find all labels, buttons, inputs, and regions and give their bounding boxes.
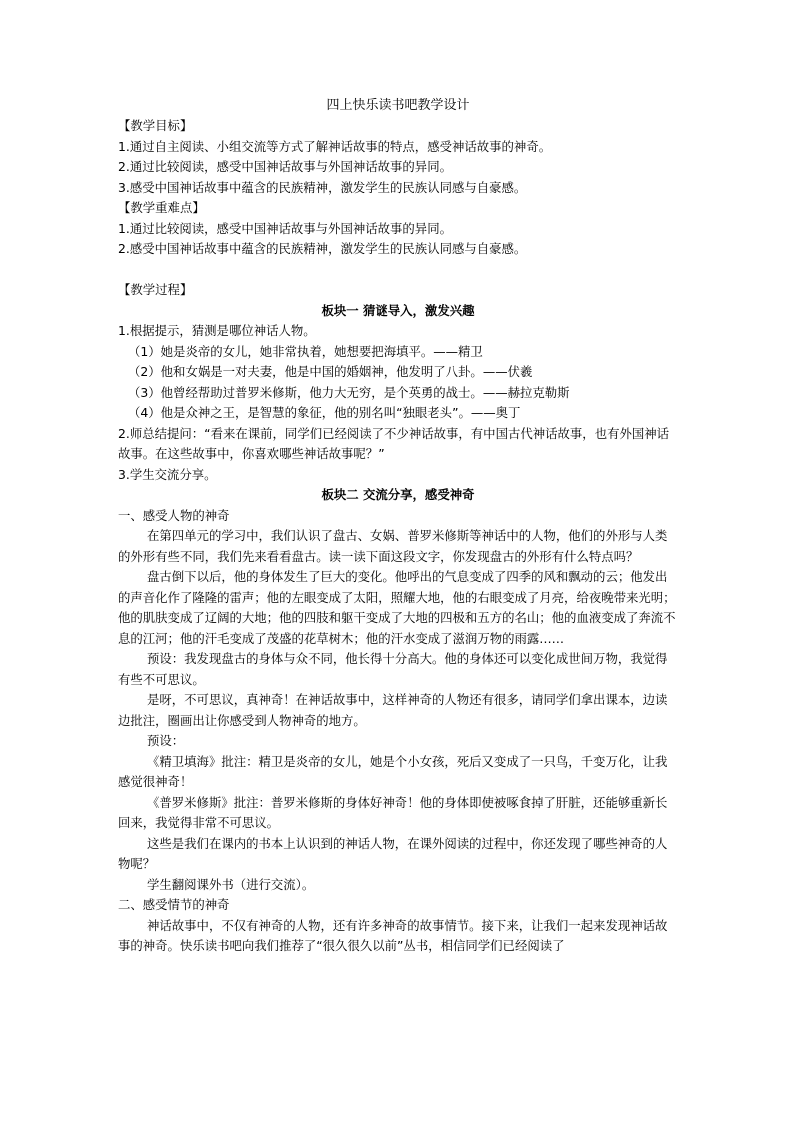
section2-paragraph: 神话故事中，不仅有神奇的人物，还有许多神奇的故事情节。接下来，让我们一起来发现神话故事的神奇。快乐读书吧向我们推荐了“很久很久以前”丛书，相信同学们已经阅读了 [118,917,668,953]
document-title: 四上快乐读书吧教学设计 [326,98,470,113]
section1-heading: 一、感受人物的神奇 [118,507,230,523]
pangu-passage: 盘古倒下以后，他的身体发生了巨大的变化。他呼出的气息变成了四季的风和飘动的云；他发出的声音化作了隆隆的雷声；他的左眼变成了太阳，照耀大地，他的右眼变成了月亮，给夜晚带来光明；他的肌肤变成了辽阔的大地；他的四肢和躯干变成了大地的四极和五方的名山；他的血液变成了奔流不息的江河；他的汗毛变成了茂盛的花草树木；他的汗水变成了滋润万物的雨露…… [118,569,676,646]
key-point-item: 2.感受中国神话故事中蕴含的民族精神，激发学生的民族认同感与自豪感。 [118,241,527,256]
clue-item: （3）他曾经帮助过普罗米修斯，他力大无穷，是个英勇的战士。——赫拉克勒斯 [128,384,570,400]
block1-step3: 3.学生交流分享。 [118,466,217,482]
objectives-heading: 【教学目标】 [118,118,193,133]
clue-item: （4）他是众神之王，是智慧的象征，他的别名叫“独眼老头”。——奥丁 [128,405,521,420]
section1-paragraph: 学生翻阅课外书（进行交流）。 [147,876,315,892]
clue-item: （1）她是炎帝的女儿，她非常执着，她想要把海填平。——精卫 [128,343,483,359]
section1-paragraph: 在第四单元的学习中，我们认识了盘古、女娲、普罗米修斯等神话中的人物，他们的外形与人类的外形有些不同，我们先来看看盘古。读一读下面这段文字，你发现盘古的外形有什么特点吗？ [118,528,668,564]
block1-step1: 1.根据提示，猜测是哪位神话人物。 [118,323,316,338]
block1-step2: 2.师总结提问：“看来在课前，同学们已经阅读了不少神话故事，有中国古代神话故事，也有外国神话故事。在这些故事中，你喜欢哪些神话故事呢？” [118,425,670,461]
annotation-jingwei: 《精卫填海》批注：精卫是炎帝的女儿，她是个小女孩，死后又变成了一只鸟，千变万化，让我感觉很神奇！ [118,753,668,789]
objective-item: 1.通过自主阅读、小组交流等方式了解神话故事的特点，感受神话故事的神奇。 [118,138,552,154]
section1-paragraph: 预设：我发现盘古的身体与众不同，他长得十分高大。他的身体还可以变化成世间万物，我觉得有些不可思议。 [118,651,668,687]
section2-heading: 二、感受情节的神奇 [118,897,230,912]
key-point-item: 1.通过比较阅读，感受中国神话故事与外国神话故事的异同。 [118,220,452,236]
block2-title: 板块二 交流分享，感受神奇 [321,487,475,502]
section1-paragraph: 这些是我们在课内的书本上认识到的神话人物，在课外阅读的过程中，你还发现了哪些神奇的人物呢？ [118,835,668,871]
section1-paragraph: 是呀，不可思议，真神奇！在神话故事中，这样神奇的人物还有很多，请同学们拿出课本，边读边批注，圈画出让你感受到人物神奇的地方。 [118,692,668,728]
document-page [118,96,678,957]
clue-item: （2）他和女娲是一对夫妻，他是中国的婚姻神，他发明了八卦。——伏羲 [128,364,533,379]
section1-paragraph: 预设： [147,733,185,748]
objective-item: 3.感受中国神话故事中蕴含的民族精神，激发学生的民族认同感与自豪感。 [118,179,527,195]
objective-item: 2.通过比较阅读，感受中国神话故事与外国神话故事的异同。 [118,159,452,174]
annotation-prometheus: 《普罗米修斯》批注：普罗米修斯的身体好神奇！他的身体即使被啄食掉了肝脏，还能够重新长回来，我觉得非常不可思议。 [118,794,668,830]
key-points-heading: 【教学重难点】 [118,200,205,215]
blank-line [118,260,678,281]
process-heading: 【教学过程】 [118,282,193,297]
block1-title: 板块一 猜谜导入，激发兴趣 [321,302,475,318]
